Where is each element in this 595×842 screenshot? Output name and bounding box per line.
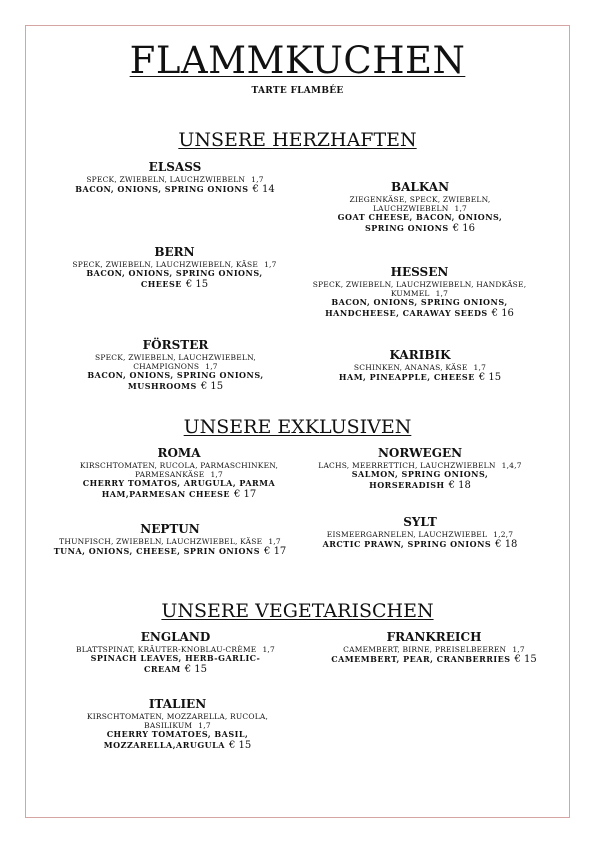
item-price: € 15 bbox=[514, 654, 537, 666]
menu-item-neptun bbox=[45, 522, 295, 558]
item-allergens: 1,7 bbox=[198, 721, 211, 731]
item-price: € 15 bbox=[184, 663, 207, 675]
item-price: € 15 bbox=[200, 380, 224, 392]
item-allergens: 1,7 bbox=[512, 645, 525, 655]
item-name: FÖRSTER bbox=[142, 338, 209, 352]
section-heading-herzhaften: UNSERE HERZHAFTEN bbox=[178, 129, 417, 151]
item-name: FRANKREICH bbox=[386, 630, 482, 644]
item-name: NORWEGEN bbox=[377, 446, 463, 460]
menu-subtitle: TARTE FLAMBÉE bbox=[251, 86, 344, 96]
item-description-de: EISMEERGARNELEN, LAUCHZWIEBEL bbox=[326, 530, 488, 540]
menu-item-sylt bbox=[314, 515, 526, 551]
item-price: € 17 bbox=[264, 546, 287, 558]
menu-item-frankreich bbox=[314, 630, 554, 666]
item-name: SYLT bbox=[403, 515, 437, 529]
item-allergens: 1,7 bbox=[473, 363, 487, 373]
item-allergens: 1,7 bbox=[251, 175, 264, 185]
item-description-de: SCHINKEN, ANANAS, KÄSE bbox=[353, 363, 468, 373]
item-price: € 15 bbox=[478, 372, 502, 384]
item-description-en: SALMON, SPRING ONIONS, HORSERADISH bbox=[351, 469, 489, 490]
item-price: € 16 bbox=[452, 222, 475, 234]
item-allergens: 1,7 bbox=[454, 204, 467, 214]
item-price: € 14 bbox=[252, 184, 275, 196]
item-description-de: SPECK, ZWIEBELN, LAUCHZWIEBELN, KÄSE bbox=[72, 260, 259, 270]
item-description-de: CAMEMBERT, BIRNE, PREISELBEEREN bbox=[343, 645, 507, 655]
item-name: NEPTUN bbox=[140, 522, 200, 536]
item-description-en: GOAT CHEESE, BACON, ONIONS, SPRING ONIONS bbox=[337, 212, 503, 233]
section-heading-vegetarischen: UNSERE VEGETARISCHEN bbox=[161, 600, 434, 622]
item-price: € 16 bbox=[491, 307, 514, 319]
item-description-en: CAMEMBERT, PEAR, CRANBERRIES bbox=[331, 654, 511, 665]
item-price: € 17 bbox=[233, 488, 257, 500]
item-description-de: THUNFISCH, ZWIEBELN, LAUCHZWIEBEL, KÄSE bbox=[59, 537, 263, 547]
menu-title: FLAMMKUCHEN bbox=[129, 39, 466, 82]
item-name: ROMA bbox=[157, 446, 201, 460]
item-description-de: ZIEGENKÄSE, SPECK, ZWIEBELN, LAUCHZWIEBELN bbox=[349, 195, 491, 214]
item-description-de: SPECK, ZWIEBELN, LAUCHZWIEBELN bbox=[86, 175, 246, 185]
item-name: HESSEN bbox=[390, 265, 449, 279]
menu-item-hessen bbox=[312, 265, 527, 320]
item-name: KARIBIK bbox=[389, 348, 451, 362]
item-price: € 15 bbox=[228, 739, 252, 751]
menu-item-italien bbox=[85, 697, 270, 752]
item-name: BERN bbox=[154, 245, 195, 259]
item-description-de: LACHS, MEERRETTICH, LAUCHZWIEBELN bbox=[318, 461, 496, 471]
item-description-de: KIRSCHTOMATEN, RUCOLA, PARMASCHINKEN, PARMESANKÄSE bbox=[79, 461, 279, 480]
menu-item-norwegen bbox=[314, 446, 526, 492]
menu-item-karibik bbox=[320, 348, 520, 384]
item-name: BALKAN bbox=[390, 180, 450, 194]
item-allergens: 1,7 bbox=[268, 537, 281, 547]
item-name: ELSASS bbox=[148, 160, 202, 174]
menu-item-balkan bbox=[325, 180, 515, 235]
item-allergens: 1,7 bbox=[435, 289, 449, 299]
item-allergens: 1,2,7 bbox=[493, 530, 514, 540]
item-description-de: SPECK, ZWIEBELN, LAUCHZWIEBELN, CHAMPIGNONS bbox=[95, 353, 256, 372]
item-allergens: 1,4,7 bbox=[501, 461, 522, 471]
item-description-de: KIRSCHTOMATEN, MOZZARELLA, RUCOLA, BASILIKUM bbox=[86, 712, 269, 731]
menu-item-elsass bbox=[60, 160, 290, 196]
item-description-en: BACON, ONIONS, SPRING ONIONS, HANDCHEESE, CARAWAY SEEDS bbox=[325, 297, 508, 318]
item-price: € 18 bbox=[495, 539, 518, 551]
menu-item-england bbox=[68, 630, 283, 676]
item-description-en: BACON, ONIONS, SPRING ONIONS, MUSHROOMS bbox=[87, 370, 264, 391]
item-allergens: 1,7 bbox=[262, 645, 275, 655]
section-heading-exklusiven: UNSERE EXKLUSIVEN bbox=[183, 416, 412, 438]
menu-item-roma bbox=[68, 446, 290, 501]
menu-item-bern bbox=[72, 245, 277, 291]
item-description-de: BLATTSPINAT, KRÄUTER-KNOBLAU-CRÈME bbox=[76, 645, 257, 655]
item-description-de: SPECK, ZWIEBELN, LAUCHZWIEBELN, HANDKÄSE, KUMMEL bbox=[312, 280, 527, 299]
item-allergens: 1,7 bbox=[264, 260, 277, 270]
item-name: ENGLAND bbox=[140, 630, 211, 644]
item-allergens: 1,7 bbox=[210, 470, 223, 480]
menu-item-foerster bbox=[78, 338, 273, 393]
item-description-en: CHERRY TOMATOES, BASIL, MOZZARELLA,ARUGULA bbox=[103, 729, 249, 750]
item-description-en: BACON, ONIONS, SPRING ONIONS bbox=[75, 184, 249, 195]
item-price: € 15 bbox=[185, 278, 209, 290]
item-price: € 18 bbox=[448, 479, 471, 491]
item-description-en: SPINACH LEAVES, HERB-GARLIC-CREAM bbox=[90, 653, 261, 674]
item-description-en: CHERRY TOMATOS, ARUGULA, PARMA HAM,PARMESAN CHEESE bbox=[82, 478, 276, 499]
item-description-en: ARCTIC PRAWN, SPRING ONIONS bbox=[322, 539, 492, 550]
item-description-en: BACON, ONIONS, SPRING ONIONS, CHEESE bbox=[86, 268, 263, 289]
item-description-en: HAM, PINEAPPLE, CHEESE bbox=[338, 372, 475, 383]
item-allergens: 1,7 bbox=[205, 362, 218, 372]
item-name: ITALIEN bbox=[148, 697, 207, 711]
item-description-en: TUNA, ONIONS, CHEESE, SPRIN ONIONS bbox=[53, 546, 261, 557]
